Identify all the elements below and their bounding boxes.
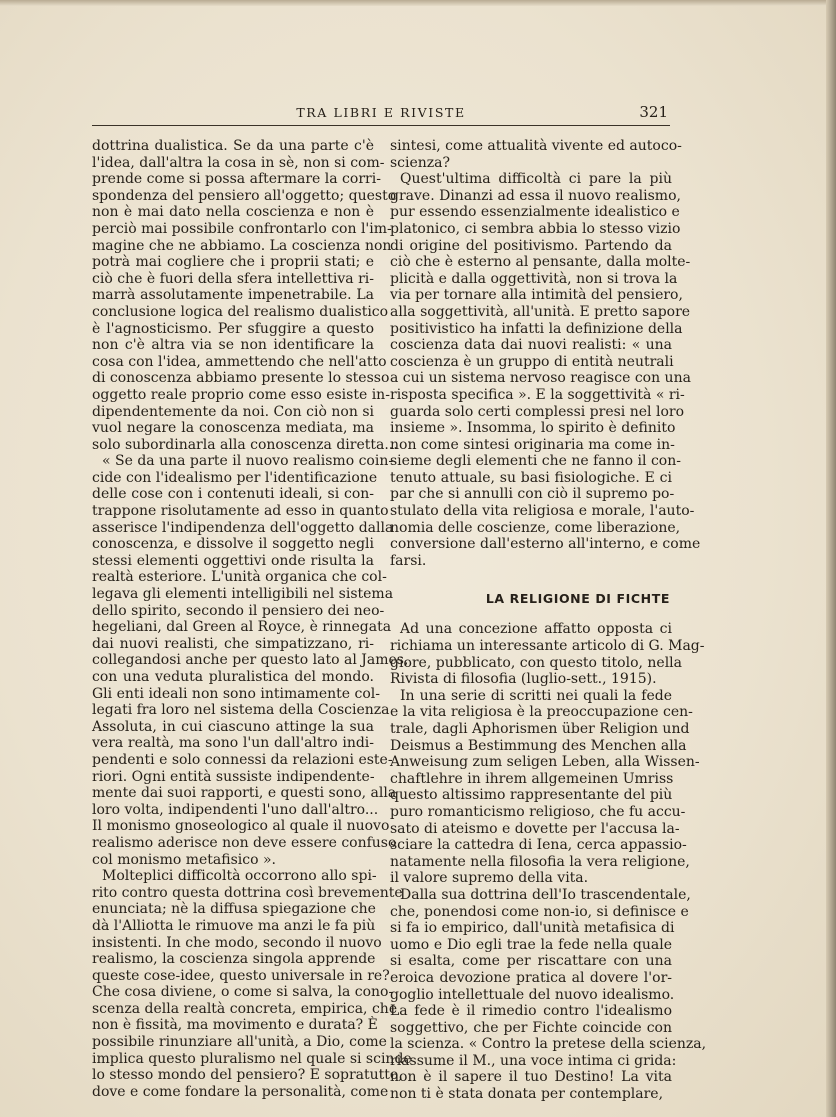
text-line: mente dai suoi rapporti, e questi sono, alla <box>92 785 397 802</box>
text-line: conversione dall'esterno all'interno, e come <box>390 536 701 553</box>
text-line: In una serie di scritti nei quali la fede <box>400 687 672 704</box>
text-line: alla soggettività, all'unità. E pretto sapore <box>390 303 691 320</box>
section-spacer <box>390 569 672 587</box>
text-line: « Se da una parte il nuovo realismo coin- <box>102 453 394 470</box>
text-line: coscienza data dai nuovi realisti: « una <box>390 337 672 354</box>
text-line: si esalta, come per riscattare con una <box>390 953 672 970</box>
text-line: plicità e dalla oggettività, non si trova la <box>390 270 678 287</box>
text-line: la scienza. « Contro la pretese della scienza, <box>390 1036 707 1053</box>
text-line: trappone risolutamente ad esso in quanto <box>92 503 389 520</box>
section-title: LA RELIGIONE DI FICHTE <box>485 591 670 607</box>
text-line: ciò che è esterno al pensante, dalla molte- <box>390 254 691 271</box>
text-line: dà l'Alliotta le rimuove ma anzi le fa più <box>92 917 376 934</box>
text-line: guarda solo certi complessi presi nel loro <box>390 403 684 420</box>
text-line: non c'è altra via se non identificare la <box>92 337 374 354</box>
section-spacer <box>390 611 672 621</box>
text-line: dipendentemente da noi. Con ciò non si <box>92 403 374 420</box>
text-line: farsi. <box>390 552 427 569</box>
text-line: dello spirito, secondo il pensiero dei neo- <box>92 602 385 619</box>
text-line: non ti è stata donata per contemplare, <box>390 1086 664 1103</box>
text-line: natamente nella filosofia la vera religione, <box>390 853 690 870</box>
page-right-edge-shadow <box>826 0 836 1117</box>
text-line: Che cosa diviene, o come si salva, la cono- <box>92 984 394 1001</box>
text-line: Anweisung zum seligen Leben, alla Wissen- <box>390 754 700 771</box>
text-line: Molteplici difficoltà occorrono allo spi- <box>102 868 377 885</box>
text-line: insieme ». Insomma, lo spirito è definito <box>390 420 676 437</box>
text-line: dove e come fondare la personalità, come <box>92 1083 389 1100</box>
text-line: soggettivo, che per Fichte coincide con <box>390 1019 672 1036</box>
text-line: chaftlehre in ihrem allgemeinen Umriss <box>390 770 674 787</box>
page-top-edge <box>0 0 836 6</box>
text-line: non è il sapere il tuo Destino! La vita <box>390 1069 672 1086</box>
text-line: vera realtà, ma sono l'un dall'altro indi- <box>92 735 374 752</box>
right-column <box>390 138 707 1103</box>
text-line: Assoluta, in cui ciascuno attinge la sua <box>92 718 374 735</box>
text-line: di conoscenza abbiamo presente lo stesso <box>92 370 390 387</box>
text-line: si fa io empirico, dall'unità metafisica di <box>390 920 675 937</box>
text-line: giore, pubblicato, con questo titolo, nella <box>390 654 683 671</box>
text-line: sato di ateismo e dovette per l'accusa la- <box>390 820 680 837</box>
text-line: legati fra loro nel sistema della Coscienza <box>92 702 390 719</box>
text-line: con una veduta pluralistica del mondo. <box>92 669 374 685</box>
text-line: loro volta, indipendenti l'uno dall'altro... <box>92 801 379 818</box>
text-line: rito contro questa dottrina così brevemente <box>92 884 403 901</box>
text-line: spondenza del pensiero all'oggetto; questo <box>92 187 397 204</box>
text-line: dottrina dualistica. Se da una parte c'è <box>92 138 374 154</box>
text-line: a cui un sistema nervoso reagisce con una <box>390 370 691 387</box>
text-line: realismo aderisce non deve essere confuso <box>92 834 397 851</box>
text-line: asserisce l'indipendenza dell'oggetto dalla <box>92 519 394 536</box>
text-line: lo stesso mondo del pensiero? E sopratutto, <box>92 1067 403 1084</box>
text-line: coscienza è un gruppo di entità neutrali <box>390 353 674 370</box>
text-line: insistenti. In che modo, secondo il nuovo <box>92 934 382 951</box>
text-line: conoscenza, e dissolve il soggetto negli <box>92 536 374 553</box>
text-line: l'idea, dall'altra la cosa in sè, non si com- <box>92 154 385 171</box>
text-line: platonico, ci sembra abbia lo stesso vizio <box>390 220 681 237</box>
text-line: sciare la cattedra di Iena, cerca appassio- <box>390 837 687 854</box>
running-title: TRA LIBRI E RIVISTE <box>296 105 466 120</box>
text-line: pendenti e solo connessi da relazioni este- <box>92 751 393 768</box>
text-line: par che si annulli con ciò il supremo po- <box>390 486 675 503</box>
text-line: grave. Dinanzi ad essa il nuovo realismo, <box>390 187 681 204</box>
text-line: goglio intellettuale del nuovo idealismo. <box>390 986 675 1003</box>
text-line: Rivista di filosofia (luglio-sett., 1915). <box>390 671 657 688</box>
text-line: prende come si possa aftermare la corri- <box>92 171 381 188</box>
text-line: cide con l'idealismo per l'identificazione <box>92 469 378 486</box>
text-line: Il monismo gnoseologico al quale il nuovo <box>92 818 390 835</box>
text-line: realtà esteriore. L'unità organica che col- <box>92 569 387 586</box>
text-line: non è fissità, ma movimento e durata? È <box>92 1017 378 1034</box>
text-line: via per tornare alla intimità del pensiero, <box>390 287 683 304</box>
text-line: Quest'ultima difficoltà ci pare la più <box>400 171 672 188</box>
text-line: nomia delle coscienze, come liberazione, <box>390 519 681 536</box>
text-line: stulato della vita religiosa e morale, l'auto- <box>390 503 695 520</box>
text-line: e la vita religiosa è la preoccupazione cen- <box>390 704 693 721</box>
text-line: perciò mai possibile confrontarlo con l'im- <box>92 220 392 237</box>
text-line: delle cose con i contenuti ideali, si con- <box>92 486 374 503</box>
text-line: di origine del positivismo. Partendo da <box>390 237 672 254</box>
text-line: che, ponendosi come non-io, si definisce e <box>390 903 689 920</box>
text-line: risposta specifica ». E la soggettività « ri- <box>390 386 685 403</box>
running-head <box>92 103 670 125</box>
text-line: scenza della realtà concreta, empirica, che <box>92 1000 398 1017</box>
text-line: il valore supremo della vita. <box>390 870 589 887</box>
text-line: realismo, la coscienza singola apprende <box>92 951 376 968</box>
text-line: tenuto attuale, su basi fisiologiche. E ci <box>390 469 672 486</box>
text-line: implica questo pluralismo nel quale si scinde <box>92 1050 412 1067</box>
text-line: oggetto reale proprio come esso esiste in- <box>92 386 390 403</box>
text-line: è l'agnosticismo. Per sfuggire a questo <box>92 320 374 337</box>
text-line: solo subordinarla alla conoscenza diretta... <box>92 436 398 453</box>
text-line: possibile rinunziare all'unità, a Dio, come <box>92 1034 387 1051</box>
text-line: legava gli elementi intelligibili nel sistema <box>92 586 394 603</box>
text-line: marrà assolutamente impenetrabile. La <box>92 287 374 304</box>
text-line: scienza? <box>390 154 451 171</box>
text-line: Deismus a Bestimmung des Menchen alla <box>390 737 687 754</box>
text-line: non è mai dato nella coscienza e non è <box>92 204 374 221</box>
text-line: hegeliani, dal Green al Royce, è rinnegata <box>92 619 392 636</box>
text-line: eroica devozione pratica al dovere l'or- <box>390 969 672 986</box>
text-line: riassume il M., una voce intima ci grida: <box>390 1052 677 1069</box>
text-line: questo altissimo rappresentante del più <box>390 787 673 804</box>
header-rule <box>92 125 670 126</box>
text-line: sintesi, come attualità vivente ed autoco- <box>390 138 682 154</box>
text-line: Dalla sua dottrina dell'Io trascendentale, <box>400 886 691 903</box>
text-line: richiama un interessante articolo di G. Mag- <box>390 638 705 655</box>
text-line: ciò che è fuori della sfera intellettiva ri- <box>92 270 374 287</box>
text-line: pur essendo essenzialmente idealistico e <box>390 204 680 221</box>
text-line: collegandosi anche per questo lato al James, <box>92 652 409 669</box>
text-line: positivistico ha infatti la definizione della <box>390 320 683 337</box>
text-line: magine che ne abbiamo. La coscienza non <box>92 237 392 254</box>
text-line: vuol negare la conoscenza mediata, ma <box>92 420 374 437</box>
text-line: riori. Ogni entità sussiste indipendente- <box>92 768 375 785</box>
text-line: stessi elementi oggettivi onde risulta la <box>92 552 374 569</box>
text-line: enunciata; nè la diffusa spiegazione che <box>92 901 376 918</box>
text-line: dai nuovi realisti, che simpatizzano, ri- <box>92 635 374 652</box>
text-line: Gli enti ideali non sono intimamente col- <box>92 685 380 702</box>
text-line: sieme degli elementi che ne fanno il con- <box>390 453 681 470</box>
text-line: Ad una concezione affatto opposta ci <box>400 621 672 638</box>
text-line: cosa con l'idea, ammettendo che nell'atto <box>92 353 387 370</box>
text-line: queste cose-idee, questo universale in re? <box>92 967 390 984</box>
text-line: La fede è il rimedio contro l'idealismo <box>390 1003 672 1020</box>
page-number: 321 <box>639 103 668 121</box>
text-line: col monismo metafisico ». <box>92 851 277 868</box>
text-line: non come sintesi originaria ma come in- <box>390 436 675 453</box>
text-line: uomo e Dio egli trae la fede nella quale <box>390 936 672 953</box>
text-line: conclusione logica del realismo dualistico <box>92 303 389 320</box>
text-line: potrà mai cogliere che i proprii stati; e <box>92 254 374 271</box>
text-line: puro romanticismo religioso, che fu accu- <box>390 803 686 820</box>
text-line: trale, dagli Aphorismen über Religion und <box>390 721 690 737</box>
